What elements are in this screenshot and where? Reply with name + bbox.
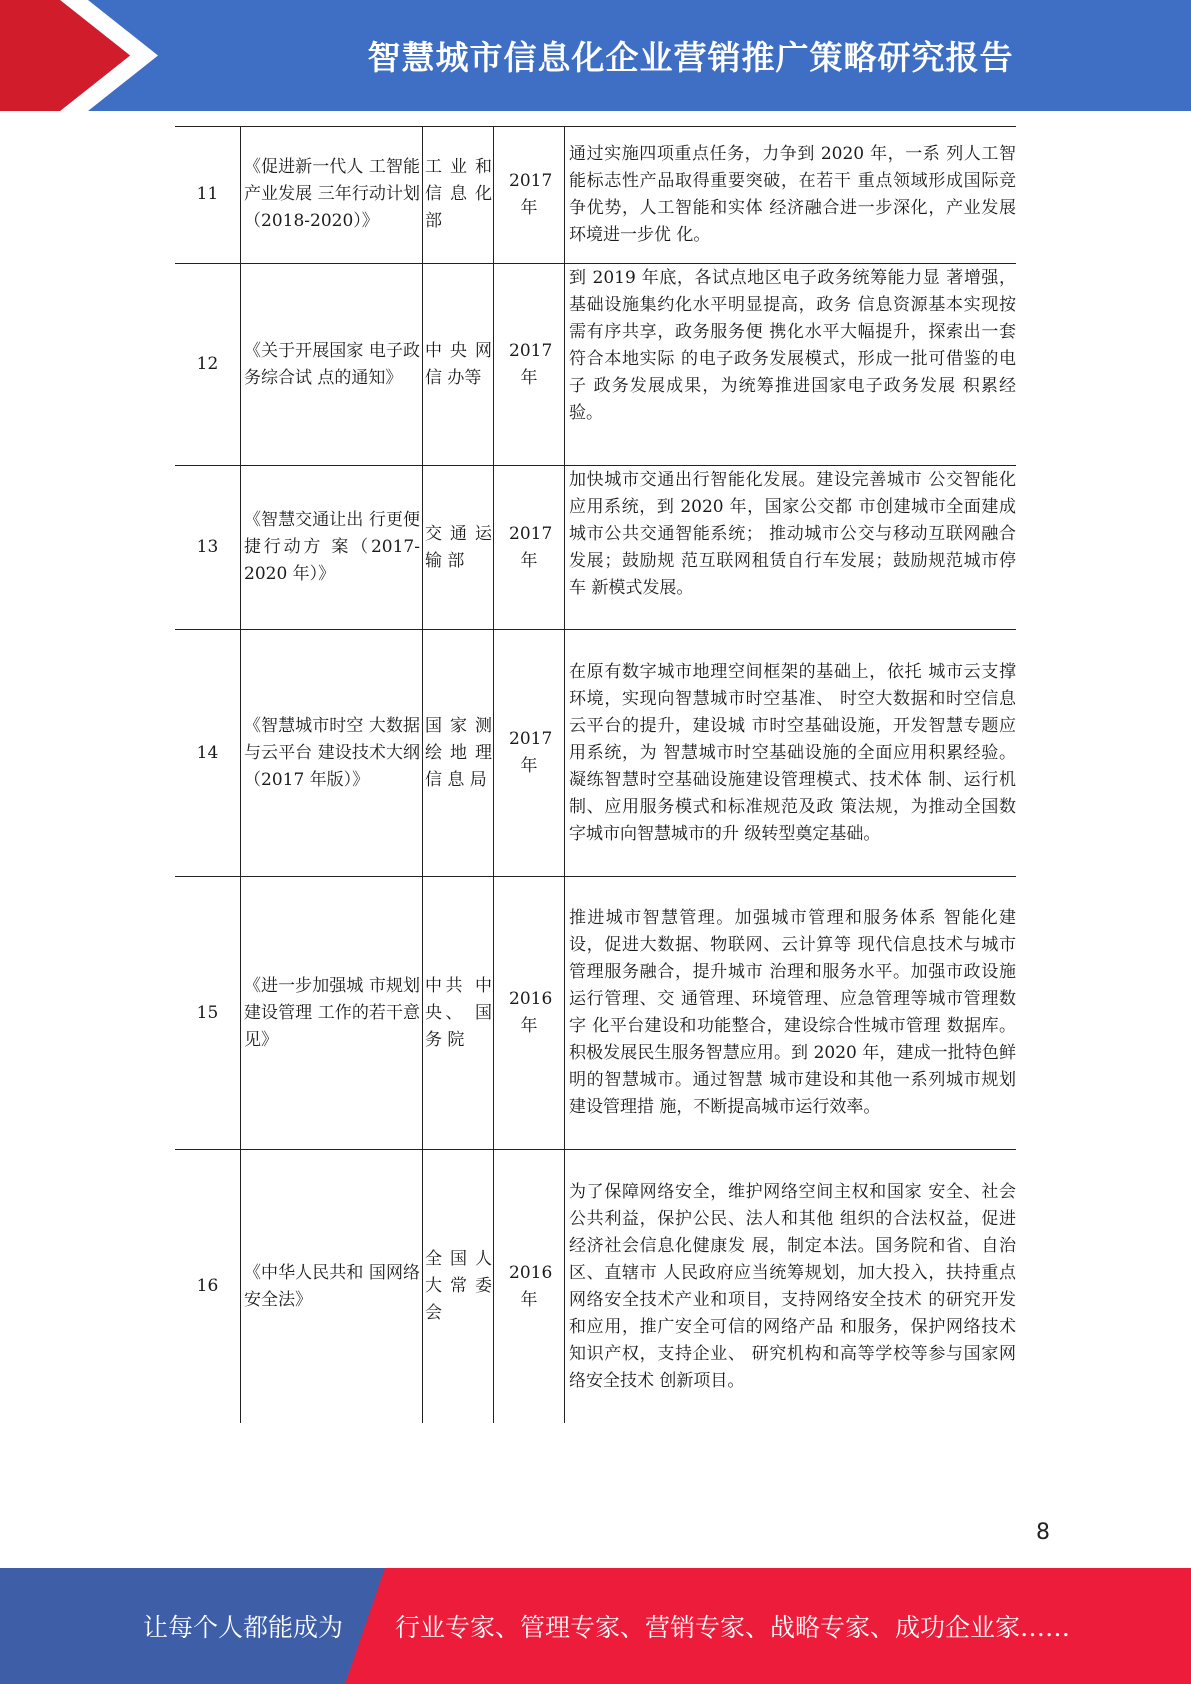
policy-description: 通过实施四项重点任务，力争到 2020 年，一系 列人工智能标志性产品取得重要突破，在若干 重点领域形成国际竞争优势，人工智能和实体 经济融合进一步深化，产业发展环境进一步优 化。 (564, 126, 1016, 263)
header-chevron-stripe (30, 0, 160, 111)
row-number: 12 (196, 354, 219, 374)
issue-year: 2017 年 (493, 466, 564, 629)
row-number: 16 (196, 1276, 219, 1296)
issuing-department: 全 国 人 大 常 委 会 (422, 1150, 493, 1423)
policy-name: 《中华人民共和 国网络安全法》 (240, 1150, 422, 1423)
row-number: 14 (196, 742, 219, 763)
page-number: 8 (1036, 1520, 1050, 1545)
policy-name: 《智慧交通让出 行更便捷行动方 案（2017-2020 年）》 (240, 466, 422, 629)
issue-year: 2016 年 (493, 877, 564, 1149)
policy-description: 推进城市智慧管理。加强城市管理和服务体系 智能化建设，促进大数据、物联网、云计算等 现代信息技术与城市管理服务融合，提升城市 治理和服务水平。加强市政设施运行管理、交 通管理、环境管理、应急管理等城市管理数字 化平台建设和功能整合，建设综合性城市管理 数据库。积极发展民生服务智慧应用。到 2020 年，建成一批特色鲜明的智慧城市。通过智慧 城市建设和其他一系列城市规划建设管理措 施，不断提高城市运行效率。 (564, 877, 1016, 1149)
table-row (175, 877, 1016, 1150)
table-row (175, 630, 1016, 877)
row-number: 11 (196, 184, 219, 204)
footer-blue-slant (345, 1568, 385, 1684)
policy-name: 《促进新一代人 工智能产业发展 三年行动计划 （2018-2020）》 (240, 126, 422, 263)
issue-year: 2017 年 (493, 630, 564, 876)
footer-slogan-right: 行业专家、管理专家、营销专家、战略专家、成功企业家…… (395, 1613, 1071, 1642)
policy-name: 《关于开展国家 电子政务综合试 点的通知》 (240, 264, 422, 465)
issuing-department: 工 业 和 信 息 化 部 (422, 126, 493, 263)
row-number: 13 (196, 537, 219, 557)
policy-description: 在原有数字城市地理空间框架的基础上，依托 城市云支撑环境，实现向智慧城市时空基准、 时空大数据和时空信息云平台的提升，建设城 市时空基础设施，开发智慧专题应用系统，为 智慧城市时空基础设施的全面应用积累经验。 凝练智慧时空基础设施建设管理模式、技术体 制、运行机制、应用服务模式和标准规范及政 策法规，为推动全国数字城市向智慧城市的升 级转型奠定基础。 (564, 630, 1016, 876)
policy-description: 加快城市交通出行智能化发展。建设完善城市 公交智能化应用系统，到 2020 年，国家公交都 市创建城市全面建成城市公共交通智能系统； 推动城市公交与移动互联网融合发展；鼓励规 范互联网租赁自行车发展；鼓励规范城市停车 新模式发展。 (564, 466, 1016, 629)
table-row (175, 466, 1016, 630)
table-row (175, 264, 1016, 466)
policy-name: 《进一步加强城 市规划建设管理 工作的若干意 见》 (240, 877, 422, 1149)
issuing-department: 交 通 运 输 部 (422, 466, 493, 629)
policy-description: 为了保障网络安全，维护网络空间主权和国家 安全、社会公共利益，保护公民、法人和其他 组织的合法权益，促进经济社会信息化健康发 展，制定本法。国务院和省、自治区、直辖市 人民政府应当统筹规划，加大投入，扶持重点 网络安全技术产业和项目，支持网络安全技术 的研究开发和应用，推广安全可信的网络产品 和服务，保护网络技术知识产权，支持企业、 研究机构和高等学校等参与国家网络安全技术 创新项目。 (564, 1150, 1016, 1423)
table-row (175, 1150, 1016, 1423)
report-title: 智慧城市信息化企业营销推广策略研究报告 (367, 38, 1014, 77)
page-header (0, 0, 1191, 111)
policy-description: 到 2019 年底，各试点地区电子政务统筹能力显 著增强，基础设施集约化水平明显提高，政务 信息资源基本实现按需有序共享，政务服务便 携化水平大幅提升，探索出一套符合本地实际 的电子政务发展模式，形成一批可借鉴的电子 政务发展成果，为统筹推进国家电子政务发展 积累经验。 (564, 264, 1016, 465)
issuing-department: 中 央 网 信 办等 (422, 264, 493, 465)
table-row (175, 126, 1016, 264)
issuing-department: 国 家 测 绘 地 理 信 息 局 (422, 630, 493, 876)
policy-name: 《智慧城市时空 大数据与云平台 建设技术大纲 （2017 年版）》 (240, 630, 422, 876)
issuing-department: 中共 中 央、 国务 院 (422, 877, 493, 1149)
row-number: 15 (196, 1002, 219, 1023)
page-footer (0, 1568, 1191, 1684)
footer-slogan-left: 让每个人都能成为 (143, 1613, 344, 1642)
issue-year: 2016 年 (493, 1150, 564, 1423)
issue-year: 2017 年 (493, 264, 564, 465)
issue-year: 2017 年 (493, 126, 564, 263)
